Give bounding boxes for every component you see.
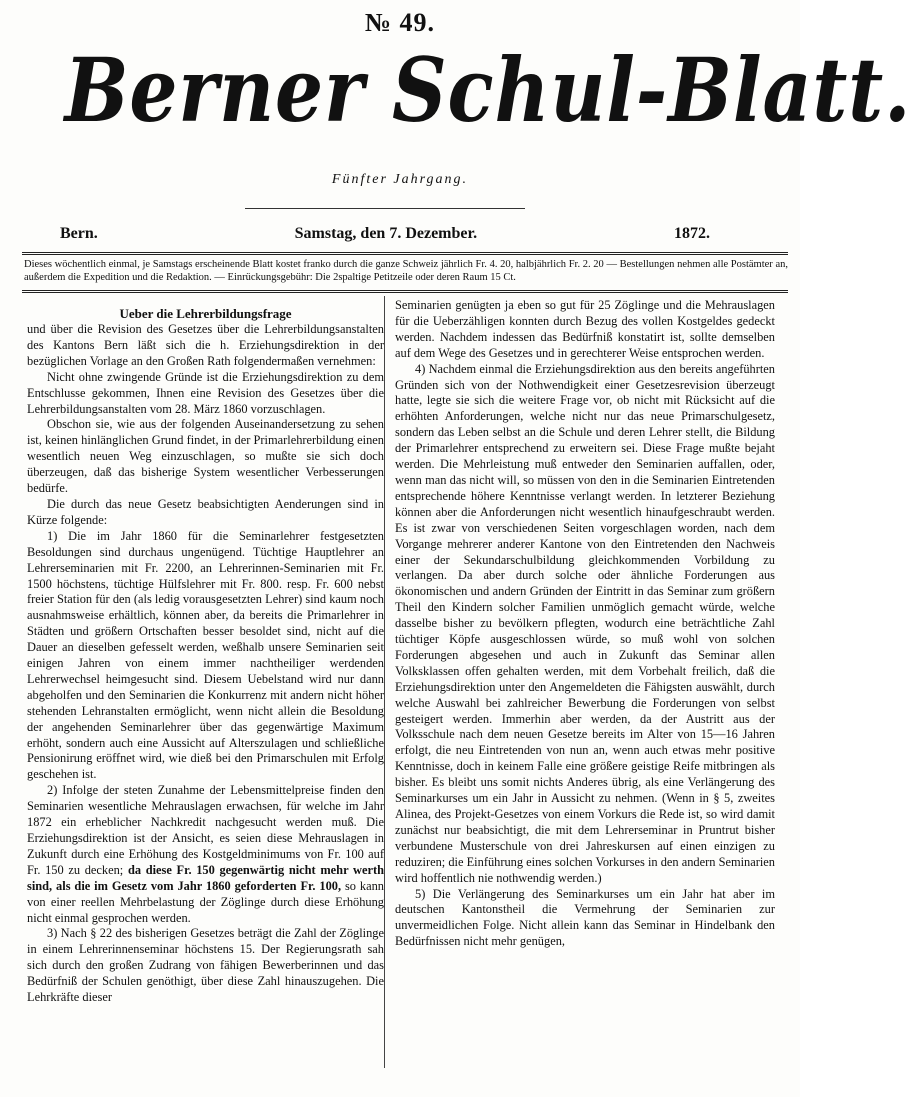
- left-column: [27, 298, 384, 1006]
- divider: [22, 290, 788, 293]
- paragraph: [27, 783, 384, 926]
- paragraph: 3) Nach § 22 des bisherigen Gesetzes beträgt die Zahl der Zöglinge in einem Lehrerinnenseminar höchstens 15. Der Regierungsrath sah sich durch den großen Zudrang von fähigen Bewerberinnen und das Bedürfniß der Schulen genöthigt, über diese Zahl hinauszugehen. Die Lehrkräfte dieser: [27, 926, 384, 1005]
- paragraph: 4) Nachdem einmal die Erziehungsdirektion aus den bereits angeführten Gründen sich von der Nothwendigkeit einer Gesetzesrevision überzeugt hatte, legte sie sich die weitere Frage vor, ob nicht mit Rücksicht auf die erhöhten Anforderungen, welche nicht nur das neue Primarschulgesetz, sondern das Leben selbst an die Schule und deren Lehrer stellt, die Bildung der Primarlehrer entsprechend zu erweitern sei. Diese Frage mußte bejaht werden. Die Mehrleistung muß entweder den Seminarien auffallen, oder, wenn man das nicht will, so müssen von den in die Seminarien Eintretenden entsprechende höhere Kenntnisse verlangt werden. In letzterer Beziehung können aber die Anforderungen nicht wesentlich hinaufgeschraubt werden. Es ist zwar von verschiedenen Seiten vorgeschlagen worden, nach dem Vorgange mehrerer anderer Kantone von den Eintretenden den Nachweis einer der Sekundarschulbildung gleichkommenden Vorbildung zu verlangen. Da aber durch solche oder ähnliche Forderungen aus ökonomischen und andern Gründen der Eintritt in das Seminar zum größern Theil den Kindern solcher Familien unmöglich gemacht würde, welche dasselbe bisher zu bevölkern pflegten, wodurch eine beträchtliche Zahl tüchtiger Köpfe ausgeschlossen würde, so muß wohl von solchen Forderungen abgesehen und auch in Zukunft das Seminar allen Volksklassen offen gehalten werden, mit dem Vorbehalt freilich, daß die Erziehungsdirektion unter den Angemeldeten die Fähigsten auswählt, durch welche Auswahl bei zahlreicher Bewerbung die Forderungen von selbst gesteigert werden. Immerhin aber werden, da der Austritt aus der Volksschule nach dem neuen Gesetze bereits im Alter von 15—16 Jahren erfolgt, die neu Eintretenden von nun an, wenn auch etwas mehr positive Kenntnisse, doch in keinem Falle eine größere geistige Reife mitbringen als bisher. Es bleibt uns somit nichts Anderes übrig, als eine Verlängerung des Seminarkurses um ein Jahr in Aussicht zu nehmen. (Wenn in § 5, zweites Alinea, des Projekt-Gesetzes von einem Vorkurs die Rede ist, so wird damit zunächst nur beabsichtigt, die mit dem Lehrerseminar in Pruntrut bisher verbundene Musterschule von drei Jahreskursen auf einen einzigen zu reduziren; die Einführung eines solchen Vorkurses in den andern Seminarien wird hoffentlich nie nothwendig werden.): [395, 361, 775, 885]
- paragraph: 5) Die Verlängerung des Seminarkurses um ein Jahr hat aber im deutschen Kantonstheil die Vermehrung der Seminarien zur unvermeidlichen Folge. Nicht allein kann das Seminar in Hindelbank den Bedürfnissen nicht mehr genügen,: [395, 886, 775, 949]
- column-divider: [384, 296, 385, 1068]
- masthead-title: Berner Schul-Blatt.: [64, 38, 911, 142]
- volume-subtitle: Fünfter Jahrgang.: [331, 172, 469, 187]
- subscription-notice: Dieses wöchentlich einmal, je Samstags erscheinende Blatt kostet franko durch die ganze Schweiz jährlich Fr. 4. 20, halbjährlich Fr. 2. 20 — Bestellungen nehmen alle Postämter an, außerdem die Expedition und die Redaktion. — Einrückungsgebühr: Die 2spaltige Petitzeile oder deren Raum 15 Ct.: [24, 259, 788, 283]
- issue-number: № 49.: [364, 8, 436, 37]
- divider: [22, 252, 788, 255]
- paragraph: Seminarien genügten ja eben so gut für 25 Zöglinge und die Mehrauslagen für die Ueberzähligen konnten durch Bezug des vollen Kostgeldes gedeckt werden. Nachdem indessen das Bedürfniß konstatirt ist, sollte demselben auf dem Wege des Gesetzes und in gerechterer Weise entsprochen werden.: [395, 298, 775, 360]
- paragraph: Nicht ohne zwingende Gründe ist die Erziehungsdirektion zu dem Entschlusse gekommen, Ihnen eine Revision des Gesetzes über die Lehrerbildungsanstalten vom 28. März 1860 vorzuschlagen.: [27, 369, 384, 416]
- paragraph-text: so kann von einer reellen Mehrbelastung der Zöglinge durch diese Erhöhung nicht einmal gesprochen werden.: [27, 878, 384, 925]
- article-heading: Ueber die Lehrerbildungsfrage: [119, 306, 292, 321]
- paragraph: Obschon sie, wie aus der folgenden Auseinandersetzung zu sehen ist, keinen hinlänglichen Grund findet, in der Primarlehrerbildung einen wesentlich neuen Weg einzuschlagen, so mußte sie sich doch überzeugen, daß das bisherige System wesentlicher Verbesserungen bedürfe.: [27, 417, 384, 496]
- bold-passage: da diese Fr. 150 gegenwärtig nicht mehr werth sind, als die im Gesetz vom Jahr 1860 geforderten Fr. 100,: [27, 862, 384, 893]
- dateline: [60, 225, 710, 243]
- date: Samstag, den 7. Dezember.: [294, 225, 478, 242]
- paragraph: Die durch das neue Gesetz beabsichtigten Aenderungen sind in Kürze folgende:: [27, 496, 384, 527]
- paragraph: und über die Revision des Gesetzes über die Lehrerbildungsanstalten des Kantons Bern läßt sich die h. Erziehungsdirektion in der bezüglichen Vorlage an den Großen Rath folgendermaßen vernehmen:: [27, 322, 384, 368]
- paragraph: 1) Die im Jahr 1860 für die Seminarlehrer festgesetzten Besoldungen sind durchaus ungenügend. Tüchtige Hauptlehrer an Lehrerseminarien mit Fr. 2200, an Lehrerinnen-Seminarien mit Fr. 1500 höchstens, tüchtige Hülfslehrer mit Fr. 800. resp. Fr. 600 nebst freier Station für den (als ledig vorausgesetzten Lehrer) sind kaum noch ausnahmsweise erhältlich, können aber, da bereits die Primarlehrer in Städten und größern Ortschaften besser besoldet sind, nicht auf die Dauer an dieselben gefesselt werden, weßhalb unsere Seminarien seit einigen Jahren von einem immer nachtheiliger werdenden Lehrerwechsel heimgesucht sind. Diesem Uebelstand wird nur dann abgeholfen und den Seminarien die Konkurrenz mit andern nicht höher stehenden Lehranstalten ermöglicht, wenn nicht allein die Besoldung der angehenden Seminarlehrer über das gegenwärtige Maximum erhöht, sondern auch eine Aussicht auf Alterszulagen und schließliche Pensionirung eröffnet wird, wie dieß bei den Primarschulen mit Erfolg geschehen ist.: [27, 528, 384, 782]
- divider: [245, 208, 525, 209]
- year: 1872.: [674, 225, 710, 242]
- place: Bern.: [60, 225, 98, 242]
- right-column: [395, 298, 775, 950]
- paragraph-text: 2) Infolge der steten Zunahme der Lebensmittelpreise finden den Seminarien wesentliche Mehrauslagen erwachsen, für welche im Jahr 1872 ein erheblicher Nachkredit nachgesucht werden muß. Die Erziehungsdirektion ist der Ansicht, es seien diese Mehrauslagen in Zukunft durch eine Erhöhung des Kostgeldminimums von Fr. 100 auf Fr. 150 zu decken;: [27, 783, 384, 877]
